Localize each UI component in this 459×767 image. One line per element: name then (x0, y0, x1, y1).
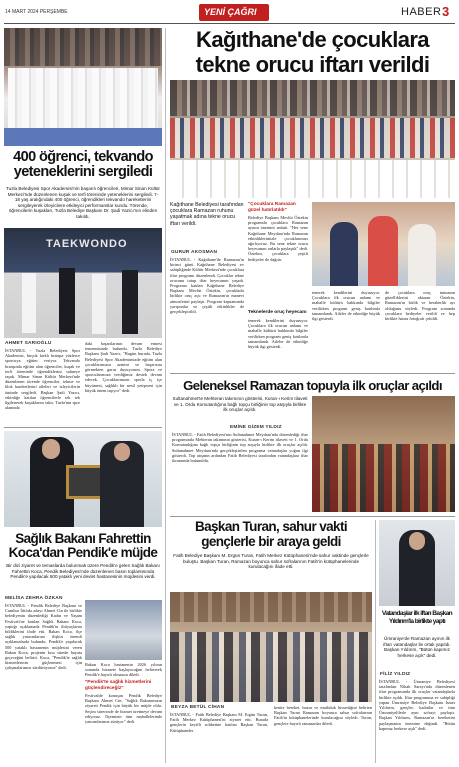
students-in-doboks (8, 68, 158, 130)
library-sahur-photo (170, 592, 372, 702)
minister-photo (4, 431, 162, 527)
body-koca-col1: İSTANBUL - Pendik Belediye Başkanı ve Cumhur İttifakı adayı Ahmet Cin ile birlikte belediyenin düzenlediği Kadın ve Yaşam Festivali'ne katılan Sağlık Bakanı Koca, yaptığı açıklamada Pendik'in ihtiyaçlarını bildiklerini ifade etti. Bakan Koca, ilçe sağlık yatırımlarına ilişkin önemli açıklamalarda bulundu. Pendik'e yapılacak 500 yataklı hastanenin müjdesini veren Bakan Koca, projenin kısa sürede hayata geçeceğini belirtti. Koca, "Pendik'te sağlık hizmetlerinin güçlenmesi için çalışmalarımızı sürdürüyoruz" dedi. (5, 603, 82, 671)
lead-koca: Bir dizi ziyaret ve temaslarda bulunmak üzere Pendik'e gelen Sağlık Bakanı Fahrettin Koca, Pendik Belediyesi'nde düzenlenen basın toplantısında Pendik'e yapılacak 500 yataklı yeni devlet hastanesinin müjdesini verdi. (6, 563, 160, 580)
body-kagithane-col1: İSTANBUL - Kağıthane'de Ramazan'ın birinci günü Kağıthane Belediyesi ev sahipliğinde Kültür Merkezi'nde çocuklara iftar programı düzenlendi. Çocuklar tekne orucunu tutup iftar heyecanını yaşadı. Programa katılan Kağıthane Belediye Başkanı Mevlüt Öztekin, çocuklarla birlikte oruç açtı ve Ramazan'ın manevi atmosferini paylaştı. Program kapsamında yarışmalar ve çeşitli etkinlikler de gerçekleştirildi. (170, 257, 244, 315)
figure-head (409, 532, 425, 550)
body-kagithane-col2: Belediye Başkanı Mevlüt Öztekin programda çocuklara Ramazan ayının önemini anlattı. "Her sene Kağıthane Meydanı'nda Ramazan etkinliklerimizle çocuklarımızı ağırlıyoruz. Bu sene tekne orucu heyecanını onlarla paylaştık" dedi. Öztekin, çocuklara çeşitli hediyeler de dağıttı. (248, 215, 308, 262)
figure-head (114, 443, 130, 461)
headline-kagithane-1: Kağıthane'de çocuklara (196, 27, 429, 52)
logo-text: YENİ ÇAĞRI (204, 7, 257, 17)
byline-sultanahmet: EMİNE GİZEM YILDIZ (230, 425, 282, 430)
subhead-kagithane: Teknelerde oruç heyecanı (248, 310, 307, 315)
figure-official (59, 268, 75, 334)
page-number: 3 (442, 4, 450, 19)
crowd-background (4, 28, 162, 66)
headline-yildirim: Vatandaşlar ilk iftarı Başkan Yıldırım'la birlikte yaptı (381, 610, 453, 625)
figure-student (22, 273, 36, 333)
body-koca-col2b: Festivalde konuşan Pendik Belediye Başkanı Ahmet Cin, "Sağlık Bakanımızın ziyareti Pendik için büyük bir müjde oldu. Seçim sürecinde de hizmet üretmeye devam ediyoruz. İlçemizin tüm mahallelerinde yatırımlarımız sürüyor" dedi. (85, 693, 162, 725)
byline-koca: MELİSA ZEHRA ÖZKAN (5, 596, 63, 601)
headline-turan-2: gençlerle bir araya geldi (201, 534, 341, 549)
headline-kagithane-2: tekne orucu iftarı verildi (195, 52, 430, 77)
column-divider (165, 28, 166, 763)
body-tekvando-col2: daki başarılarının devam etmesi temennisinde bulundu. Tuzla Belediye Başkanı Şadi Yazıcı, "Bugün burada, Tuzla Belediyesi Spor Akademimizde eğitim alan çocuklarımızın azmini ve başarısını görmekten gurur duyuyorum. Spora ve sporcularımıza verdiğimiz destek devam edecek. Çocuklarımızın sporla iç içe büyümesi, sağlıklı bir nesil yetişmesi için büyük önem taşıyor" dedi. (85, 341, 162, 393)
figure-child (368, 216, 398, 286)
column-divider (375, 520, 376, 763)
figure-child (330, 222, 358, 286)
lead-tekvando: Tuzla Belediyesi Spor Akademisi'nin başarılı öğrencileri, Mimar Sinan Kültür Merkezi'nde düzenlenen kuşak ve terfi töreninde yeteneklerini sergiledi. 7-18 yaş aralığındaki 400 öğrenci, öğrendikleri tekvando hareketlerini sergileyerek izleyicilere etkileyici performanslar sundu. Törende, öğrencilerin kuşakları, Tuzla Belediye Başkanı Dr. Şadi Yazıcı'nın elinden takıldı. (6, 186, 160, 219)
lead-kagithane: Kağıthane Belediyesi tarafından çocuklara Ramazan ruhunu yaşatmak adına tekne orucu iftarı verildi. (170, 202, 244, 227)
section-rule (4, 427, 162, 428)
sultanahmet-photo (312, 396, 455, 512)
header-rule (4, 23, 455, 24)
body-turan-col1: İSTANBUL - Fatih Belediye Başkanı M. Ergün Turan, Fatih Merkez Kütüphanesi'ni ziyaret etti. Burada gençlerin keyifli sohbetine katılan Başkan Turan, Kütüphaneler (170, 712, 268, 733)
headline-tekvando-2: yeteneklerini sergiledi (13, 164, 153, 180)
byline-kagithane: GURUR AKOSMAN (171, 250, 218, 255)
subhead-koca: "Pendik'te sağlık hizmetlerini güçlendireceğiz" (85, 680, 152, 691)
youth-group (170, 632, 372, 702)
headline-tekvando-1: 400 öğrenci, tekvando (13, 149, 153, 165)
section-name: HABER (401, 6, 442, 18)
body-kagithane-col4: de çocuklara oruç tutmanın güzelliklerini aktaran Öztekin, Ramazan'ın birlik ve beraberlik ayı olduğunu söyledi. Program sonunda çocuklara hediyeler verildi ve hep birlikte hatıra fotoğrafı çekildi. (385, 290, 455, 322)
iftar-tables (170, 160, 455, 198)
photo-banner-text: TAEKWONDO (46, 238, 128, 250)
ceremony-photo (4, 228, 162, 338)
byline-yildirim: FİLİZ YILDIZ (380, 672, 411, 677)
tekvando-group-photo (4, 28, 162, 146)
body-koca-col2a: Bakan Koca hastanenin 2026 yılının sonunda hizmete başlayacağını belirterek Pendik'e hayırlı olmasını diledi. (85, 662, 162, 678)
masthead-logo (199, 4, 269, 21)
headline-sultanahmet: Geleneksel Ramazan topuyla ilk oruçlar açıldı (183, 378, 442, 393)
crowd-background (170, 80, 455, 116)
iftar-hall-photo (170, 80, 455, 198)
children-iftar-photo (312, 202, 455, 286)
section-rule (170, 373, 455, 374)
figure-student (92, 274, 106, 334)
byline-turan: BEYZA BETÜL CİHAN (171, 705, 225, 710)
festival-photo (85, 600, 162, 660)
lead-yildirim: Ümraniye'de Ramazan ayının ilk iftarı vatandaşlar ile ortak yapıldı. Başkan Yıldırım, "Bütün kapımız herkese açık" dedi. (383, 636, 451, 658)
mayor-yildirim-photo (379, 520, 455, 606)
mat-floor (4, 128, 162, 146)
body-kagithane-col2b: tenerek kendilerini duyuruyor. Çocuklara ilk orucun anlamı ve mahalle kültürü hakkında bilgiler verilirken program geniş katılımla tamamlandı. Aileler de etkinliğe büyük ilgi gösterdi. (248, 318, 308, 350)
figure-head (42, 439, 60, 459)
headline-koca-1: Sağlık Bakanı Fahrettin (15, 531, 151, 546)
quote-title-kagithane: "Çocuklara Ramazan güzel hatırlatıldı" (248, 202, 296, 213)
body-kagithane-col3: tenerek kendilerini duyuruyor. Çocuklara ilk orucun anlamı ve mahalle kültürü hakkında bilgiler verilirken program geniş katılımla tamamlandı. Aileler de etkinliğe büyük ilgi gösterdi. (312, 290, 380, 322)
headline-koca-2: Koca'dan Pendik'e müjde (8, 545, 158, 560)
lead-sultanahmet: Sultanahmet'te Mehteran takımının gösterisi, Kuran-ı Kerim tilaveti ve 1. Ordu Komutanlığına bağlı topçu birliğinin top atışıyla birlikte ilk oruçlar açıldı. (172, 396, 308, 413)
plaque-gift (66, 465, 104, 499)
mehter-band (312, 444, 455, 512)
children-rows (170, 118, 455, 158)
figure-child (408, 224, 436, 286)
body-turan-col2: kentte bereket, huzur ve mutluluk hissettiğini belirten Başkan Turan Ramazan boyunca sahur sofralarının Fatih'in kütüphanelerinde kurulacağını söyledi. Turan, gençlere hayırlı ramazanlar diledi. (274, 705, 372, 726)
section-rule (170, 516, 455, 517)
lead-turan: Fatih Belediye Başkanı M. Ergün Turan, Fatih Merkez Kütüphanesi'nde sahur vaktinde gençlerle buluştu. Başkan Turan, Ramazan boyunca sahur sofralarının Fatih'in kütüphanelerinde kurulacağını ifade etti. (173, 553, 369, 570)
byline-tekvando: AHMET SARIOĞLU (5, 341, 52, 346)
body-sultanahmet: İSTANBUL - Fatih Belediyesi'nin Sultanahmet Meydanı'nda düzenlediği iftar programında Mehteran takımının gösterisi, Kuran-ı Kerim tilaveti ve 1. Ordu Komutanlığına bağlı topçu birliğinin top atışıyla birlikte ilk oruçlar açıldı. Sultanahmet Meydanı'nda gerçekleştirilen programa vatandaşlar yoğun ilgi gösterdi. Top atışının ardından Fatih Belediyesi tarafından vatandaşlara iftar ikramında bulunuldu. (172, 432, 308, 464)
headline-turan-1: Başkan Turan, sahur vakti (194, 519, 348, 534)
body-tekvando-col1: İSTANBUL - Tuzla Belediyesi Spor Akademisi, birçok farklı branşta yüzlerce sporcuya eğitim veriyor. Tekvando branşında eğitim alan öğrenciler, kuşak ve terfi töreninde öğrendiklerini sahneye taşıdı. Mimar Sinan Kültür Merkezi'nde düzenlenen törende öğrenciler, tekme ve blok hareketlerini aileleri ve izleyicilerin önünde sergiledi. Başkan Şadi Yazıcı, etkinliğe katılan öğrencilerle tek tek ilgilenerek kuşaklarını taktı. Tuzla'nın spor alanında (5, 348, 80, 411)
issue-date: 14 MART 2024 PERŞEMBE (5, 9, 68, 15)
bookshelves (170, 592, 372, 622)
figure-official (122, 270, 138, 334)
body-yildirim: İSTANBUL - Ümraniye Belediyesi tarafından Nikah Sarayı'nda düzenlenen iftar programında ilk oruçlar vatandaşlarla birlikte açıldı. İftar programına ev sahipliği yapan Ümraniye Belediye Başkanı İsmet Yıldırım, gençler, kadınlar ve tüm Ümraniyelilerle aynı sofrayı paylaştı. Başkan Yıldırım, Ramazan'ın bereketini paylaşmanın önemine değindi. "Bütün kapımız herkese açık" dedi. (379, 679, 455, 731)
